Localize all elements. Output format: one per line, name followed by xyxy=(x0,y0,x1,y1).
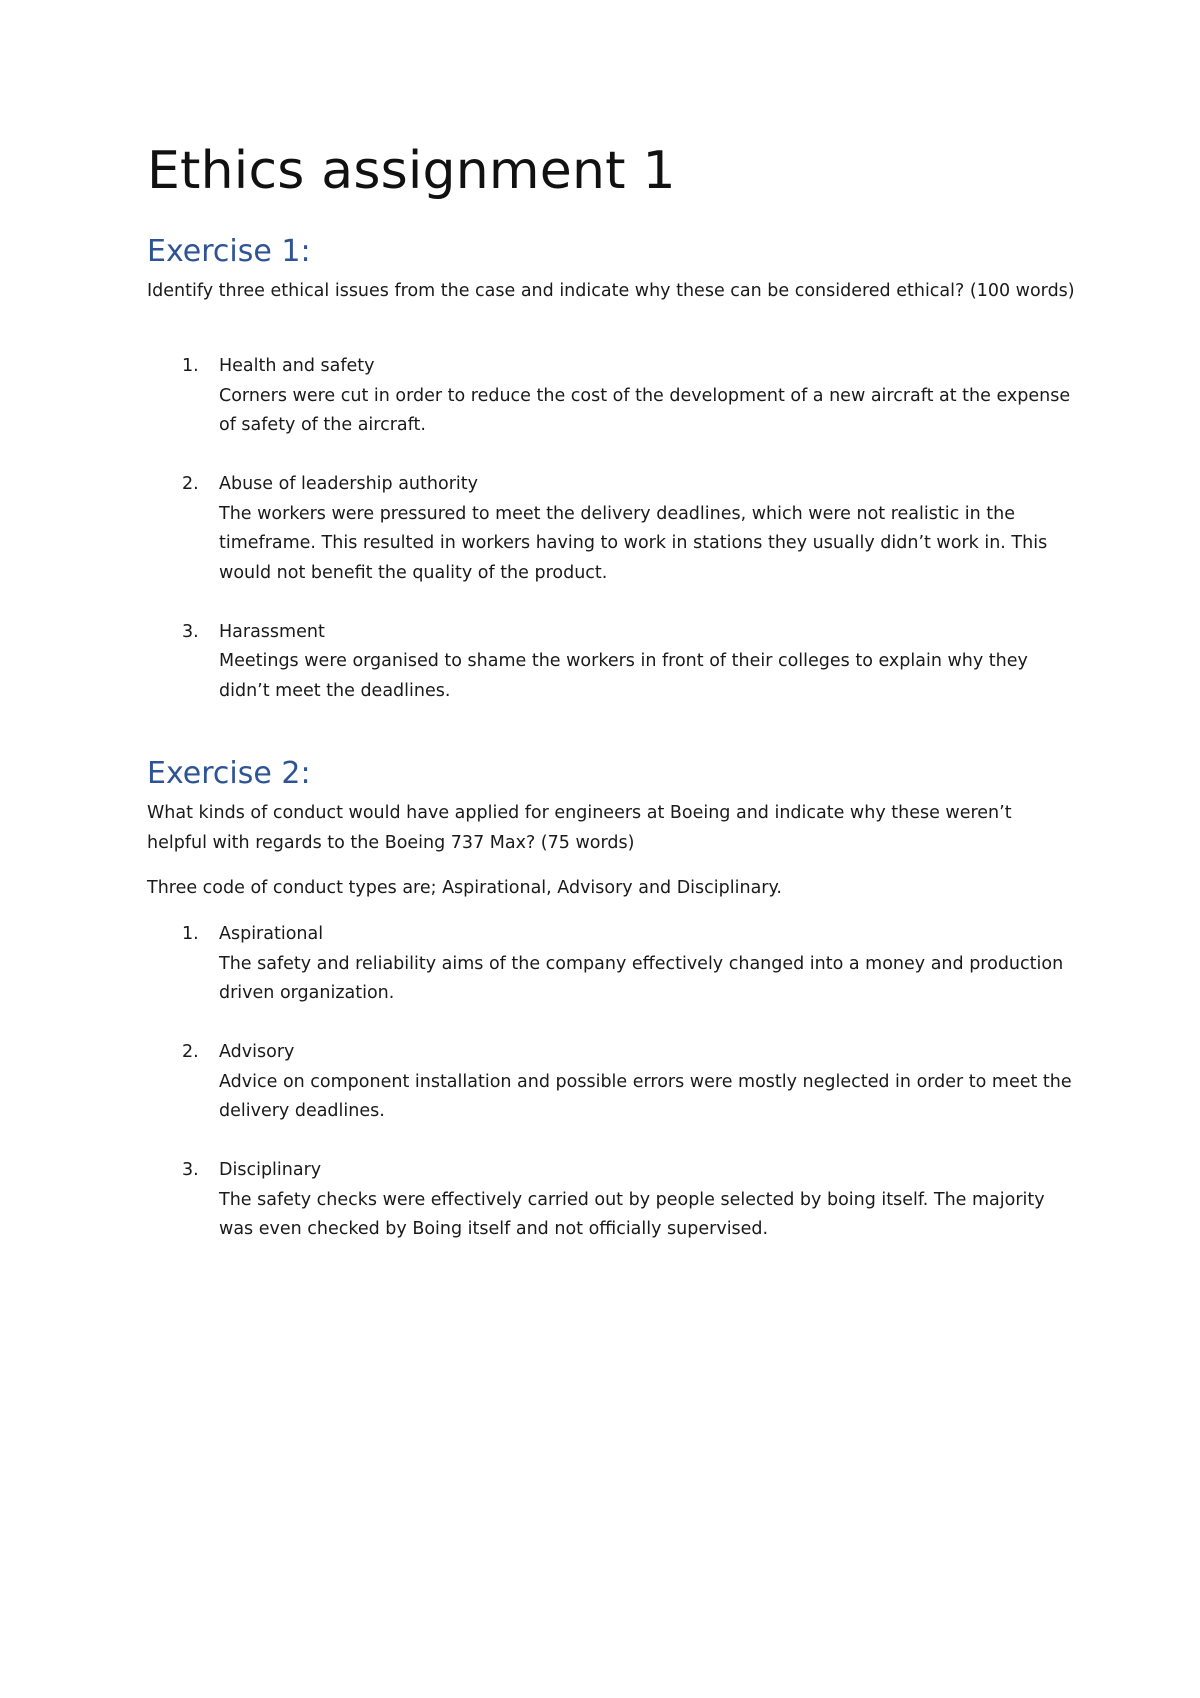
document-title: Ethics assignment 1 xyxy=(147,141,676,201)
list-item-body: The safety checks were effectively carried out by people selected by boing itself. The majority was even checked by Boing itself and not officially supervised. xyxy=(219,1189,1045,1239)
exercise-1-list xyxy=(147,352,1077,736)
list-item xyxy=(147,1156,1077,1245)
list-item-title: Harassment xyxy=(219,621,325,642)
list-item-body: Corners were cut in order to reduce the cost of the development of a new aircraft at the expense of safety of the aircraft. xyxy=(219,385,1071,435)
exercise-2-heading: Exercise 2: xyxy=(147,756,311,791)
list-item xyxy=(147,618,1077,707)
exercise-2-list xyxy=(147,920,1077,1274)
list-number: 2. xyxy=(182,474,199,494)
list-item-body: The safety and reliability aims of the company effectively changed into a money and production driven organization. xyxy=(219,953,1064,1003)
list-number: 3. xyxy=(182,1160,199,1180)
list-item-title: Abuse of leadership authority xyxy=(219,474,478,494)
exercise-1-question: Identify three ethical issues from the case and indicate why these can be considered ethical? (100 words) xyxy=(147,281,1075,301)
list-item xyxy=(147,920,1077,1009)
list-number: 1. xyxy=(182,924,199,944)
exercise-1-heading: Exercise 1: xyxy=(147,234,311,269)
list-number: 2. xyxy=(182,1042,199,1062)
list-item xyxy=(147,352,1077,441)
list-number: 3. xyxy=(182,621,199,642)
list-item xyxy=(147,1038,1077,1127)
list-item-title: Advisory xyxy=(219,1042,295,1062)
list-item-title: Disciplinary xyxy=(219,1160,322,1180)
exercise-2-intro: Three code of conduct types are; Aspirational, Advisory and Disciplinary. xyxy=(147,878,782,898)
list-number: 1. xyxy=(182,356,199,376)
list-item-title: Aspirational xyxy=(219,924,324,944)
list-item-body: Meetings were organised to shame the workers in front of their colleges to explain why they didn’t meet the deadlines. xyxy=(219,651,1028,701)
list-item-title: Health and safety xyxy=(219,356,375,376)
exercise-2-question: What kinds of conduct would have applied for engineers at Boeing and indicate why these weren’t helpful with regards to the Boeing 737 Max? (75 words) xyxy=(147,803,1012,853)
list-item xyxy=(147,470,1077,588)
list-item-body: The workers were pressured to meet the delivery deadlines, which were not realistic in the timeframe. This resulted in workers having to work in stations they usually didn’t work in. This would not benefit the quality of the product. xyxy=(219,503,1048,583)
list-item-body: Advice on component installation and possible errors were mostly neglected in order to meet the delivery deadlines. xyxy=(219,1071,1072,1121)
